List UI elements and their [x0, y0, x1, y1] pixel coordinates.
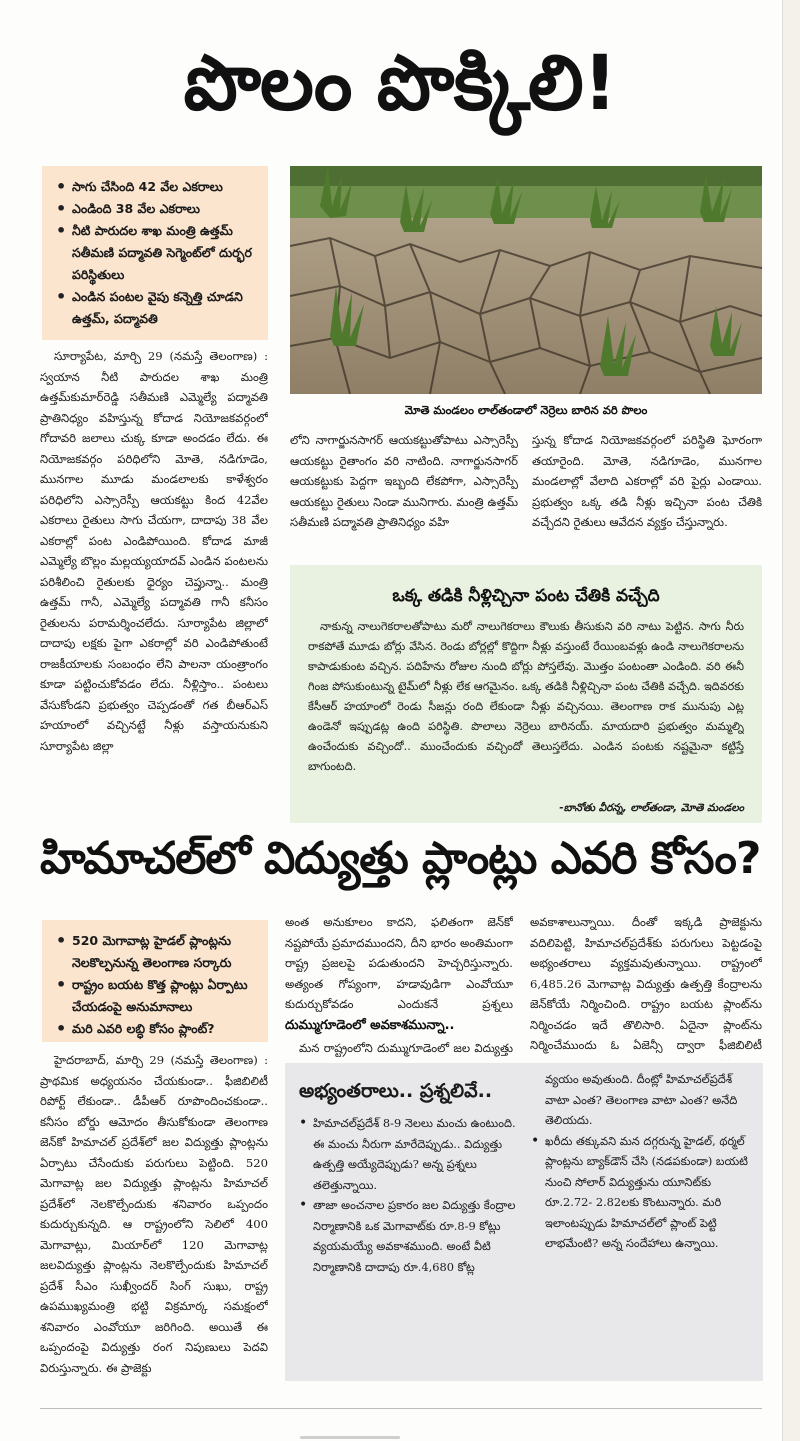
- article1-text: సూర్యాపేట, మార్చి 29 (నమస్తే తెలంగాణ) : స్వయాన నీటి పారుదల శాఖ మంత్రి ఉత్తమ్‌కుమార్‌రెడ్డి సతీమణి ఎమ్మెల్యే పద్మావతి ప్రాతినిధ్యం వహిస్తున్న కోదాడ నియోజకవర్గంలో గోదావరి జలాలు చుక్క కూడా అందడం లేదు. ఈ నియోజకవర్గం పరిధిలోని మోతె, నడిగూడెం, మునగాల మూడు మండలాలకు కాళేశ్వరం పరిధిలోని ఎస్సారెస్పీ ఆయకట్టు కింద 42వేల ఎకరాలు రైతులు సాగు చేయగా, దాదాపు 38 వేల ఎకరాల్లో పంట ఎండిపోయింది. కోదాడ మాజీ ఎమ్మెల్యే బొల్లం మల్లయ్యయాదవ్ ఎండిన పంటలను పరిశీలించి రైతులకు ధైర్యం చెప్తున్నా.. మంత్రి ఉత్తమ్ గానీ, ఎమ్మెల్యే పద్మావతి గానీ కనీసం రైతులను పరామర్శించలేదు. సూర్యాపేట జిల్లాలో దాదాపు లక్షకు పైగా ఎకరాల్లో వరి ఎండిపోతుంటే రాజకీయాలకు సంబంధం లేని పాలనా యంత్రాంగం కూడా పట్టించుకోవడం లేదు. నీళ్లిస్తాం.. పంటలు వేసుకోండని ప్రభుత్వం చెప్పడంతో గత బీఆర్‌ఎస్ హయాంలో వచ్చినట్టే నీళ్లు వస్తాయనుకుని సూర్యాపేట జిల్లా: [40, 349, 268, 753]
- article1-column-2: [290, 430, 518, 560]
- objections-left-col: [299, 1113, 524, 1277]
- article1-column-1: [40, 346, 268, 816]
- article2-column-2b: [285, 1038, 513, 1062]
- article1-text: స్తున్న కోదాడ నియోజకవర్గంలో పరిస్థితి ఘోరంగా తయారైంది. మోతె, నడిగూడెం, మునగాల మండలాల్లో వేలాది ఎకరాల్లో వరి పైర్లు ఎండాయి. ప్రభుత్వం ఒక్క తడి నీళ్లు ఇచ్చినా పంట చేతికి వచ్చేదని రైతులు ఆవేదన వ్యక్తం చేస్తున్నారు.: [532, 433, 762, 529]
- objection-item: • హిమాచల్‌ప్రదేశ్ 8-9 నెలలు మంచు ఉంటుంది. ఈ మంచు నీరుగా మారేదెప్పుడు.. విద్యుత్తు ఉత్పత్తి అయ్యేదెప్పుడు? అన్న ప్రశ్నలు తలెత్తున్నాయి.: [299, 1113, 524, 1195]
- article2-column-2: [285, 912, 513, 1012]
- objections-right-col: [531, 1069, 751, 1254]
- horizontal-scrollbar[interactable]: [300, 1436, 400, 1439]
- highlight-item: • 520 మెగావాట్ల హైడల్ ప్లాంట్లను నెలకొల్పనున్న తెలంగాణ సర్కారు: [56, 930, 256, 974]
- objections-title: అభ్యంతరాలు.. ప్రశ్నలివే..: [299, 1080, 493, 1102]
- quote-title: ఒక్క తడికి నీళ్లిచ్చినా పంట చేతికి వచ్చేది: [392, 586, 660, 606]
- objections-box: [285, 1063, 763, 1381]
- highlight-item: • ఎండిన పంటల వైపు కన్నెత్తి చూడని ఉత్తమ్, పద్మావతి: [56, 286, 256, 330]
- bottom-rule: [40, 1408, 762, 1409]
- article2-subheading: దుమ్ముగూడెంలో అవకాశమున్నా..: [285, 1018, 455, 1033]
- quote-attribution: -బానోతు వీరన్న, లాల్‌తండా, మోతె మండలం: [559, 802, 744, 814]
- article2-text: అవకాశాలున్నాయి. దీంతో ఇక్కడి ప్రాజెక్టును వదిలిపెట్టి, హిమాచల్‌ప్రదేశ్‌కు పరుగులు పెట్టడంపై అభ్యంతరాలు వ్యక్తమవుతున్నాయి. రాష్ట్రంలో 6,485.26 మెగావాట్ల విద్యుత్తు ఉత్పత్తి కేంద్రాలను జెన్‌కోయే నిర్మించింది. రాష్ట్రం బయట ప్లాంట్‌ను నిర్మించడం ఇదే తొలిసారి. ఏదైనా ప్లాంట్‌ను నిర్మించేముందు ఓ ఏజెన్సీ ద్వారా ఫీజిబిలిటీ: [530, 915, 762, 1052]
- field-image: [290, 166, 762, 394]
- article1-text: లోని నాగార్జునసాగర్ ఆయకట్టుతోపాటు ఎస్సారెస్పీ ఆయకట్టు రైతాంగం వరి నాటింది. నాగార్జునసాగర్ ఆయకట్టుకు పెద్దగా ఇబ్బంది లేకపోగా, ఎస్సారెస్పీ ఆయకట్టు రైతులు నిండా మునిగారు. మంత్రి ఉత్తమ్ సతీమణి పద్మావతి ప్రాతినిధ్యం వహి: [290, 433, 518, 529]
- adjacent-column-strip: [782, 0, 800, 1441]
- highlight-item: • మరి ఎవరి లబ్ధి కోసం ప్లాంట్?: [56, 1018, 256, 1040]
- highlight-item: • సాగు చేసింది 42 వేల ఎకరాలు: [56, 176, 256, 198]
- objection-item: • ఖరీదు తక్కువని మన దగ్గరున్న హైడల్, థర్మల్ ప్లాంట్లను బ్యాక్‌డౌన్ చేసి (నడపకుండా) బయటి నుంచి సోలార్ విద్యుత్తును యూనిట్‌కు రూ.2.72- 2.82లకు కొంటున్నారు. మరి ఇలాంటప్పుడు హిమాచల్‌లో ప్లాంట్ పెట్టి లాభమేంటి? అన్న సందేహాలు ఉన్నాయి.: [531, 1131, 751, 1254]
- cracked-paddy-field-photo: [290, 166, 762, 394]
- headline-main: పొలం పొక్కిలి!: [183, 38, 617, 127]
- highlights-box-2: [42, 920, 268, 1042]
- article1-column-3: [532, 430, 762, 560]
- article2-text: అంత అనుకూలం కాదని, ఫలితంగా జెన్‌కో నష్టపోయే ప్రమాదముందని, దీని భారం అంతిమంగా రాష్ట్ర ప్రజలపై పడుతుందని హెచ్చరిస్తున్నారు. అత్యంత గోప్యంగా, హడావుడిగా ఎంవోయూ కుదుర్చుకోవడం ఎందుకనే ప్రశ్నలు: [285, 915, 513, 1011]
- photo-caption: మోతె మండలం లాల్‌తండాలో నెర్రెలు బారిన వరి పొలం: [404, 403, 648, 417]
- article2-text: హైదరాబాద్, మార్చి 29 (నమస్తే తెలంగాణ) : ప్రాథమిక అధ్యయనం చేయకుండా.. ఫీజిబిలిటీ రిపోర్ట్ లేకుండా.. డీపీఆర్ రూపొందించకుండా.. కనీసం బోర్డు ఆమోదం తీసుకోకుండా తెలంగాణ జెన్‌కో హిమాచల్ ప్రదేశ్‌లో జల విద్యుత్తు ప్లాంట్లను ఏర్పాటు చేసేందుకు పరుగులు పెట్టింది. 520 మెగావాట్ల జల విద్యుత్తు ప్లాంట్లను హిమాచల్ ప్రదేశ్‌లో నెలకొల్పేందుకు శనివారం ఒప్పందం కుదుర్చుకున్నది. ఆ రాష్ట్రంలోని సెలిలో 400 మెగావాట్లు, మియార్‌లో 120 మెగావాట్ల జలవిద్యుత్తు ప్లాంట్లను నెలకొల్పేందుకు హిమాచల్ ప్రదేశ్ సీఎం సుఖ్వీందర్ సింగ్ సుఖు, రాష్ట్ర ఉపముఖ్యమంత్రి భట్టి విక్రమార్క సమక్షంలో శనివారం ఎంవోయూ జరిగింది. అయితే ఈ ఒప్పందంపై విద్యుత్తు రంగ నిపుణులు పెదవి విరుస్తున్నారు. ఈ ప్రాజెక్టు: [40, 1053, 268, 1375]
- article2-text: మన రాష్ట్రంలోని దుమ్ముగూడెంలో జల విద్యుత్తు: [299, 1041, 513, 1055]
- quote-text: నాకున్న నాలుగెకరాలతోపాటు మరో నాలుగెకరాలు కౌలుకు తీసుకుని వరి నాటు పెట్టిన. సాగు నీరు రాకపోతే మూడు బోర్లు వేసిన. రెండు బోర్లల్లో కొద్దిగా నీళ్లు వస్తుంటే రేయింబవళ్లు ఉండి నాలుగెకరాలను కాపాడుకుంట వచ్చిన. పదిహేను రోజుల నుంది బోర్లు పోస్తలేవు. మొత్తం పంటంతా ఎండింది. వరి ఈనీ గింజ పోసుకుంటున్న టైమ్‌లో నీళ్లు లేక ఆగమైనం. ఒక్క తడికి నీళ్లిచ్చినా పంట చేతికి వచ్చేది. ఇదివరకు కేసీఆర్ హయాంలో రెండు సీజన్లు రంది లేకుండా నీళ్లు వచ్చినయి. తెలంగాణ రాక మునుపు ఎట్ల ఉండెనో ఇప్పుడట్ల ఉంది పరిస్థితి. పొలాలు నెర్రెలు బారినయ్. మాయదారి ప్రభుత్వం మమ్మల్ని ఉంచేందుకు వచ్చిందో.. ముంచేందుకు వచ్చిందో తెలుస్తలేదు. ఎండిన పంటకు నష్టమైనా కట్టిస్తే బాగుంటది.: [308, 620, 744, 773]
- article2-column-1: [40, 1050, 268, 1406]
- highlight-item: • ఎండింది 38 వేల ఎకరాలు: [56, 198, 256, 220]
- objection-item: వ్యయం అవుతుంది. దీంట్లో హిమాచల్‌ప్రదేశ్ వాటా ఎంత? తెలంగాణ వాటా ఎంత? అనేది తెలియదు.: [545, 1072, 738, 1127]
- highlight-item: • రాష్ట్రం బయట కొత్త ప్లాంట్లు ఏర్పాటు చేయడంపై అనుమానాలు: [56, 974, 256, 1018]
- highlights-box-1: [42, 166, 268, 340]
- highlight-item: • నీటి పారుదల శాఖ మంత్రి ఉత్తమ్ సతీమణి పద్మావతి సెగ్మెంట్‌లో దుర్భర పరిస్థితులు: [56, 220, 256, 286]
- objection-item: • తాజా అంచనాల ప్రకారం జల విద్యుత్తు కేంద్రాల నిర్మాణానికి ఒక మెగావాట్‌కు రూ.8-9 కోట్లు వ్యయమయ్యే అవకాశముంది. అంటే వీటి నిర్మాణానికి దాదాపు రూ.4,680 కోట్ల: [299, 1195, 524, 1277]
- headline-second: హిమాచల్‌లో విద్యుత్తు ప్లాంట్లు ఎవరి కోసం?: [40, 833, 761, 884]
- farmer-quote-box: [290, 565, 762, 823]
- article2-column-3: [530, 912, 762, 1060]
